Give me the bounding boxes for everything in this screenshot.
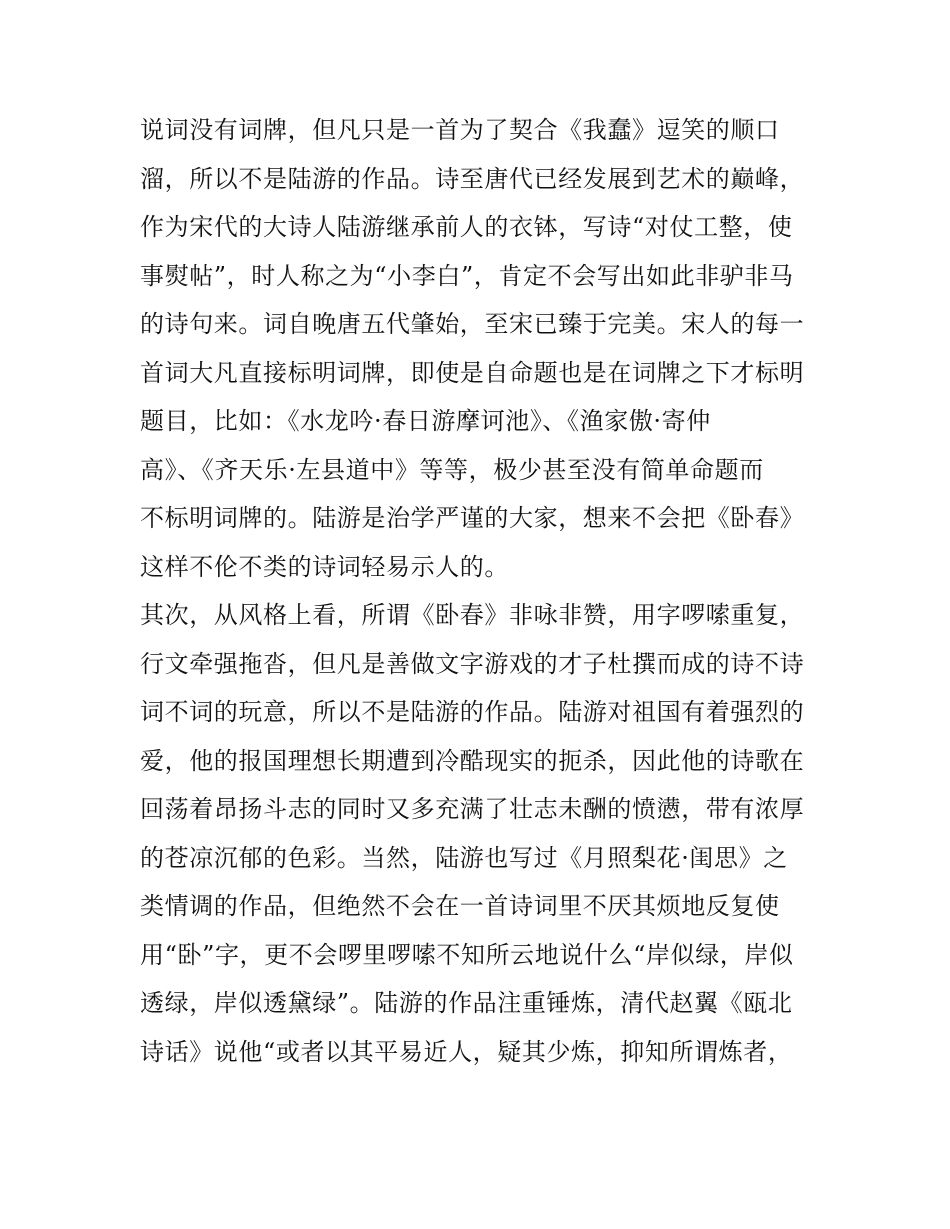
text-line: 作为宋代的大诗人陆游继承前人的衣钵，写诗“对仗工整，使	[140, 213, 793, 241]
text-line: 其次，从风格上看，所谓《卧春》非咏非赞，用字啰嗦重复，	[140, 601, 805, 629]
text-line: 不标明词牌的。陆游是治学严谨的大家，想来不会把《卧春》	[140, 504, 805, 532]
document-body	[140, 106, 820, 1076]
text-line: 高》、《齐天乐·左县道中》等等，极少甚至没有简单命题而	[140, 455, 764, 484]
text-line: 溜，所以不是陆游的作品。诗至唐代已经发展到艺术的巅峰，	[140, 164, 805, 193]
text-line: 事熨帖”，时人称之为“小李白”，肯定不会写出如此非驴非马	[140, 261, 794, 290]
text-line: 的苍凉沉郁的色彩。当然，陆游也写过《月照梨花·闺思》之	[140, 843, 788, 872]
text-line: 用“卧”字，更不会啰里啰嗦不知所云地说什么“岸似绿，岸似	[140, 940, 794, 969]
text-line: 回荡着昂扬斗志的同时又多充满了壮志未酬的愤懑，带有浓厚	[140, 795, 805, 823]
text-line: 首词大凡直接标明词牌，即使是自命题也是在词牌之下才标明	[140, 358, 805, 387]
text-line: 这样不伦不类的诗词轻易示人的。	[140, 552, 509, 581]
text-line: 说词没有词牌，但凡只是一首为了契合《我蠢》逗笑的顺口	[140, 116, 780, 144]
text-line: 透绿，岸似透黛绿”。陆游的作品注重锤炼，清代赵翼《瓯北	[140, 989, 793, 1017]
text-line: 诗话》说他“或者以其平易近人，疑其少炼，抑知所谓炼者，	[140, 1037, 793, 1066]
text-line: 行文牵强拖沓，但凡是善做文字游戏的才子杜撰而成的诗不诗	[140, 649, 805, 678]
text-line: 题目，比如：《水龙吟·春日游摩诃池》、《渔家傲·寄仲	[140, 407, 711, 435]
text-line: 的诗句来。词自晚唐五代肇始，至宋已臻于完美。宋人的每一	[140, 310, 805, 338]
text-line: 类情调的作品，但绝然不会在一首诗词里不厌其烦地反复使	[140, 892, 780, 920]
text-line: 词不词的玩意，所以不是陆游的作品。陆游对祖国有着强烈的	[140, 698, 805, 726]
text-line: 爱，他的报国理想长期遭到冷酷现实的扼杀，因此他的诗歌在	[140, 746, 805, 775]
